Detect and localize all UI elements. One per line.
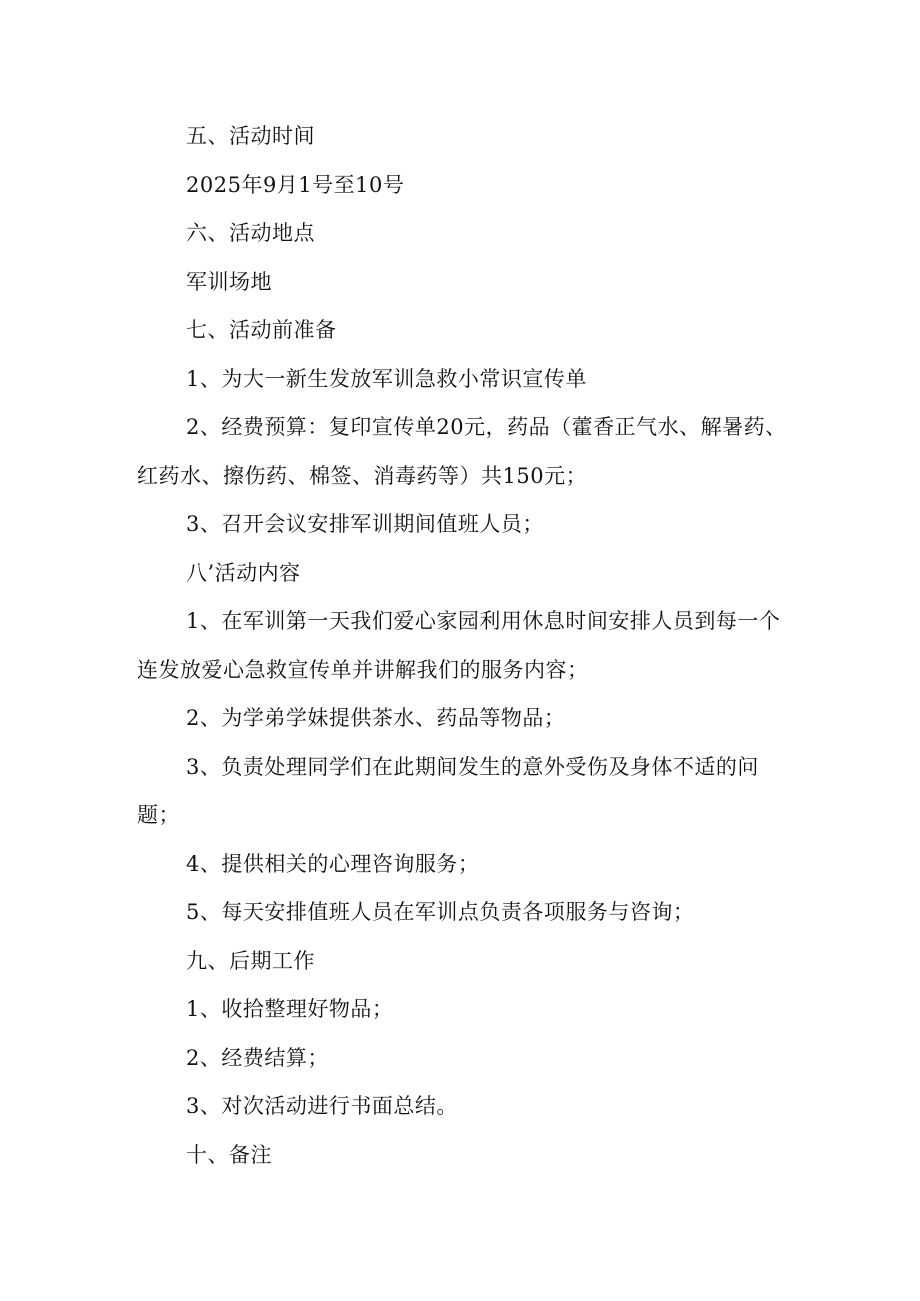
content-item-3: 3、负责处理同学们在此期间发生的意外受伤及身体不适的问题； xyxy=(137,754,759,827)
content-item-1: 1、在军训第一天我们爱心家园利用休息时间安排人员到每一个连发放爱心急救宣传单并讲解我们的服务内容； xyxy=(137,609,781,682)
section-heading-content: 八’活动内容 xyxy=(186,560,301,585)
activity-time-value: 2025年9月1号至10号 xyxy=(186,172,405,197)
preparation-item-1: 1、为大一新生发放军训急救小常识宣传单 xyxy=(186,366,587,391)
section-heading-time: 五、活动时间 xyxy=(186,124,315,148)
preparation-item-3: 3、召开会议安排军训期间值班人员； xyxy=(186,512,544,536)
content-item-2: 2、为学弟学妹提供茶水、药品等物品； xyxy=(186,706,566,730)
content-item-4: 4、提供相关的心理咨询服务； xyxy=(186,851,480,876)
activity-location-value: 军训场地 xyxy=(186,269,272,294)
followup-item-3: 3、对次活动进行书面总结。 xyxy=(186,1094,458,1118)
section-heading-notes: 十、备注 xyxy=(186,1142,272,1167)
section-heading-preparation: 七、活动前准备 xyxy=(186,318,337,342)
followup-item-1: 1、收拾整理好物品； xyxy=(186,997,394,1021)
content-item-5: 5、每天安排值班人员在军训点负责各项服务与咨询； xyxy=(186,900,695,924)
section-heading-followup: 九、后期工作 xyxy=(186,948,315,973)
followup-item-2: 2、经费结算； xyxy=(186,1045,329,1070)
preparation-item-2: 2、经费预算：复印宣传单20元，药品（藿香正气水、解暑药、红药水、擦伤药、棉签、消毒药等）共150元； xyxy=(137,415,787,488)
section-heading-location: 六、活动地点 xyxy=(186,221,315,245)
document-body xyxy=(137,112,787,1179)
